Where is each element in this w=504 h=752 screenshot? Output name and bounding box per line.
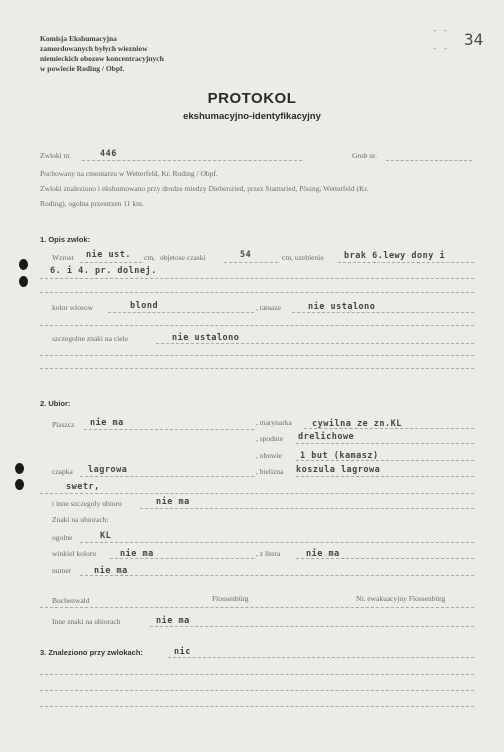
uzebienie-value-2: 6. i 4. pr. dolnej. (50, 266, 157, 276)
inne-label: i inne szczegoly ubioru (52, 499, 122, 508)
blank-line-9 (40, 690, 474, 691)
znaleziono-line-2: Roding), ogolna przestrzen 11 km. (40, 199, 144, 208)
czapka-line (80, 476, 254, 477)
tick-marks-2: - - (432, 44, 449, 54)
blank-line-8 (40, 674, 474, 675)
wzrost-label: Wzrost (52, 253, 74, 262)
inne-value: nie ma (156, 497, 190, 507)
org-line-4: w powiecie Roding / Obpf. (40, 64, 125, 73)
ogolne-line (80, 542, 474, 543)
czaszka-line (224, 262, 278, 263)
ogolne-value: KL (100, 531, 112, 541)
litera-value: nie ma (306, 549, 340, 559)
bielizna-label: , bielizna (256, 467, 284, 476)
section3-heading: 3. Znaleziono przy zwlokach: (40, 648, 143, 657)
tatuaze-value: nie ustalono (308, 302, 376, 312)
ogolne-label: ogolne (52, 533, 73, 542)
uzebienie-label: cm, uzebienie (282, 253, 324, 262)
ewakuacyjny-label: Nr. ewakuacyjny Flossenbürg (356, 594, 446, 603)
kolor-label: kolor wlosow (52, 303, 94, 312)
doc-title: PROTOKOL (207, 90, 297, 107)
inne-znaki-label: Inne znaki na ubiorach (52, 617, 121, 626)
bielizna-line (296, 476, 474, 477)
tatuaze-line (292, 312, 474, 313)
punch-hole (19, 276, 28, 287)
spodnie-line (296, 443, 474, 444)
wzrost-value: nie ust. (86, 250, 131, 260)
spodnie-label: , spodnie (256, 434, 284, 443)
kolor-value: blond (130, 301, 159, 311)
inne-znaki-line (150, 626, 474, 627)
blank-line-4 (40, 355, 474, 356)
czapka-value: lagrowa (88, 465, 128, 475)
winkiel-label: winkiel koloru (52, 549, 96, 558)
spodnie-value: drelichowe (298, 432, 355, 442)
zwloki-line (82, 160, 302, 161)
tatuaze-label: , tatuaze (256, 303, 281, 312)
punch-hole (19, 259, 28, 270)
zwloki-label: Zwloki nr. (40, 151, 72, 160)
bielizna-value: koszula lagrowa (296, 465, 381, 475)
swetr-value: swetr, (66, 482, 100, 492)
org-line-2: zamordowanych byłych wiezniow (40, 44, 148, 53)
punch-hole (15, 463, 24, 474)
numer-line (80, 575, 474, 576)
blank-line-1 (40, 278, 474, 279)
wzrost-line (80, 262, 142, 263)
section3-line (168, 657, 474, 658)
winkiel-value: nie ma (120, 549, 154, 559)
org-line-1: Komisja Ekshumacyjna (40, 34, 117, 43)
inne-znaki-value: nie ma (156, 616, 190, 626)
znaki-ubiorach-label: Znaki na ubiorach: (52, 515, 109, 524)
znaki-value: nie ustalono (172, 333, 240, 343)
page-number: 34 (464, 30, 484, 49)
flossenburg-label: Flossenbürg (212, 594, 249, 603)
blank-line-5 (40, 368, 474, 369)
section1-heading: 1. Opis zwlok: (40, 235, 91, 244)
marynarka-label: , marynarka (256, 418, 292, 427)
kolor-line (108, 312, 254, 313)
blank-line-10 (40, 706, 474, 707)
zwloki-value: 446 (100, 149, 117, 159)
marynarka-value: cywilna ze zn.KL (312, 419, 402, 429)
numer-value: nie ma (94, 566, 128, 576)
plaszcz-label: Plaszcz (52, 420, 75, 429)
org-line-3: niemieckich obozow koncentracyjnych (40, 54, 164, 63)
inne-line (140, 508, 474, 509)
plaszcz-line (84, 429, 254, 430)
litera-label: , z litera (256, 549, 281, 558)
czaszka-label: objetose czaski (160, 253, 206, 262)
plaszcz-value: nie ma (90, 418, 124, 428)
obuwie-value: 1 but (kamasz) (300, 451, 379, 461)
grob-label: Grob nr. (352, 151, 377, 160)
znaleziono-line-1: Zwloki znaleziono i ekshumowano przy drodze miedzy Diebersried, przez Stamsried, Pösing, Wetterfeld (Kr. (40, 184, 369, 193)
punch-hole (15, 479, 24, 490)
section3-value: nic (174, 647, 191, 657)
uzebienie-value-1: brak 6.lewy dony i (344, 251, 446, 261)
pochowany-text: Pochowany na cmentarzu w Wetterfeld, Kr. Roding / Obpf. (40, 169, 218, 178)
blank-line-3 (40, 325, 474, 326)
buchenwald-label: Buchenwald (52, 596, 90, 605)
section2-heading: 2. Ubior: (40, 399, 71, 408)
uzebienie-line (338, 262, 474, 263)
blank-line-6 (40, 493, 474, 494)
czaszka-value: 54 (240, 250, 252, 260)
blank-line-2 (40, 292, 474, 293)
doc-subtitle: ekshumacyjno-identyfikacyjny (183, 111, 321, 122)
czapka-label: czapka (52, 467, 73, 476)
obuwie-label: , obuwie (256, 451, 282, 460)
znaki-label: szczegolne znaki na ciele (52, 334, 128, 343)
numer-label: numer (52, 566, 72, 575)
tick-marks: - - (432, 26, 449, 36)
cm-1: cm, (144, 253, 156, 262)
znaki-line (156, 343, 474, 344)
blank-line-7 (40, 607, 474, 608)
grob-line (386, 160, 472, 161)
